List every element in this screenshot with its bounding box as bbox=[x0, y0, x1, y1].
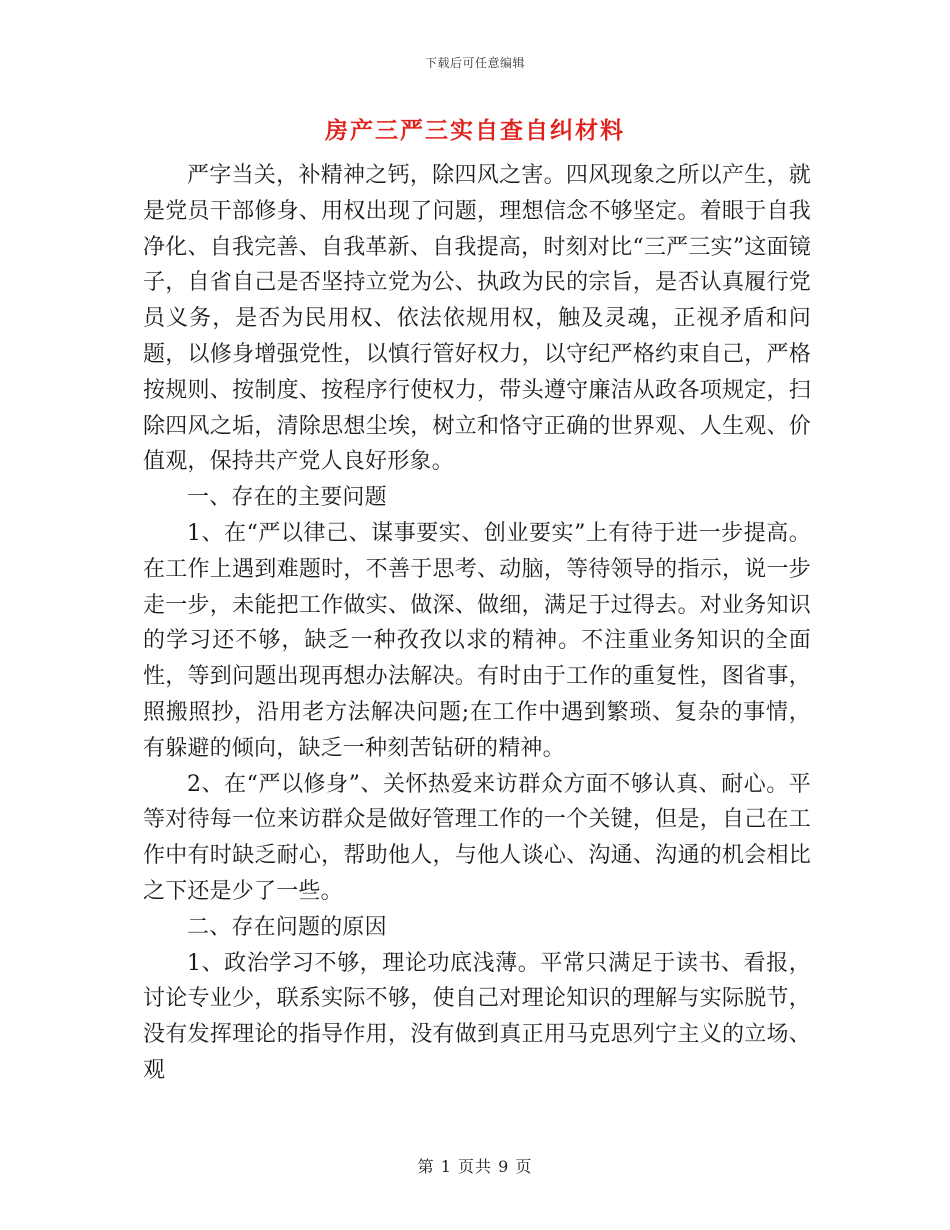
problem-paragraph-1: 1、在“严以律己、谋事要实、创业要实”上有待于进一步提高。在工作上遇到难题时，不善于思考、动脑，等待领导的指示，说一步走一步，未能把工作做实、做深、做细，满足于过得去。对业务知识的学习还不够，缺乏一种孜孜以求的精神。不注重业务知识的全面性，等到问题出现再想办法解决。有时由于工作的重复性，图省事，照搬照抄，沿用老方法解决问题;在工作中遇到繁琐、复杂的事情，有躲避的倾向，缺乏一种刻苦钻研的精神。 bbox=[143, 520, 811, 761]
intro-paragraph: 严字当关，补精神之钙，除四风之害。四风现象之所以产生，就是党员干部修身、用权出现了问题，理想信念不够坚定。着眼于自我净化、自我完善、自我革新、自我提高，时刻对比“三严三实”这面镜子，自省自己是否坚持立党为公、执政为民的宗旨，是否认真履行党员义务，是否为民用权、依法依规用权，触及灵魂，正视矛盾和问题，以修身增强党性，以慎行管好权力，以守纪严格约束自己，严格按规则、按制度、按程序行使权力，带头遵守廉洁从政各项规定，扫除四风之垢，清除思想尘埃，树立和恪守正确的世界观、人生观、价值观，保持共产党人良好形象。 bbox=[143, 163, 811, 475]
section-heading-main-problems: 一、存在的主要问题 bbox=[187, 485, 387, 511]
page-header: 下载后可任意编辑 bbox=[424, 56, 525, 70]
section-heading-causes: 二、存在问题的原因 bbox=[187, 914, 387, 940]
page-footer: 第 1 页共 9 页 bbox=[417, 1157, 533, 1176]
cause-paragraph-1: 1、政治学习不够，理论功底浅薄。平常只满足于读书、看报，讨论专业少，联系实际不够，使自己对理论知识的理解与实际脱节，没有发挥理论的指导作用，没有做到真正用马克思列宁主义的立场、观 bbox=[143, 950, 811, 1083]
problem-paragraph-2: 2、在“严以修身”、关怀热爱来访群众方面不够认真、耐心。平等对待每一位来访群众是做好管理工作的一个关键，但是，自己在工作中有时缺乏耐心，帮助他人，与他人谈心、沟通、沟通的机会相比之下还是少了一些。 bbox=[143, 771, 811, 904]
document-body bbox=[143, 158, 811, 1089]
document-title: 房产三严三实自查自纠材料 bbox=[325, 117, 625, 144]
